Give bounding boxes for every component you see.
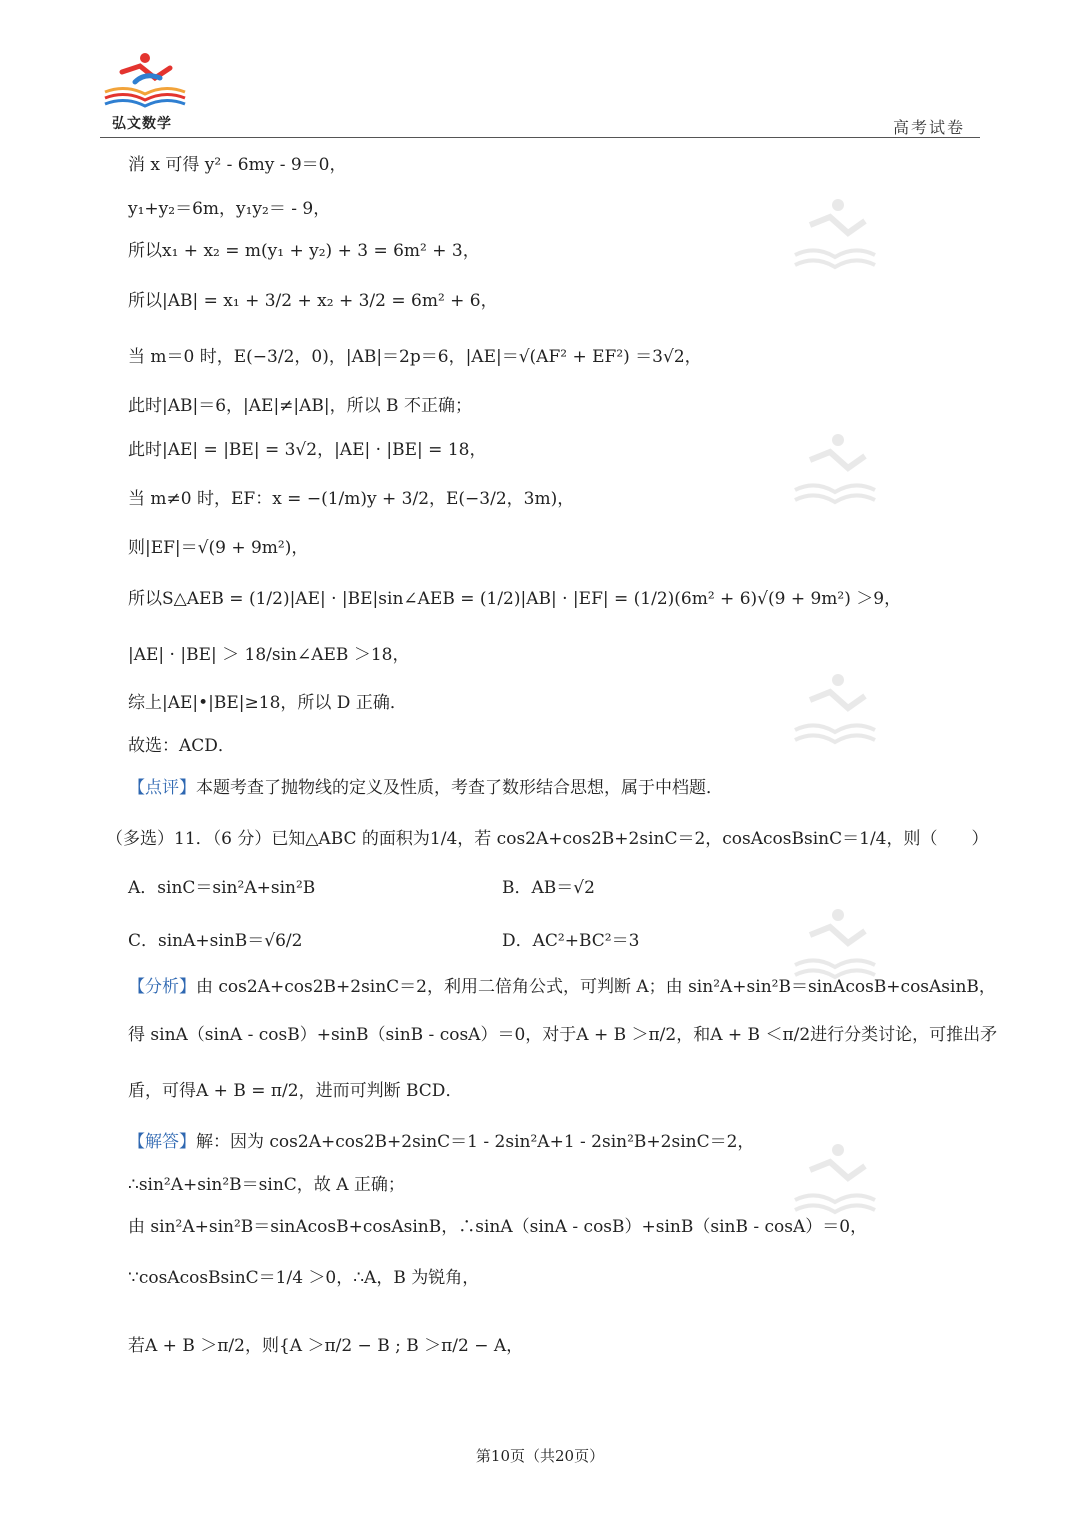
analysis-line <box>128 972 996 997</box>
solution-line: 综上|AE|•|BE|≥18，所以 D 正确． <box>128 693 407 713</box>
comment-text: 本题考查了抛物线的定义及性质，考查了数形结合思想，属于中档题． <box>196 778 723 798</box>
analysis-text-1: 由 cos2A+cos2B+2sinC＝2，利用二倍角公式，可判断 A；由 sin²A+sin²B＝sinAcosB+cosAsinB， <box>196 977 996 997</box>
solution-line: 消 x 可得 y² - 6my - 9＝0， <box>128 155 347 175</box>
solution-line: 所以S△AEB = (1/2)|AE| · |BE|sin∠AEB = (1/2)|AB| · |EF| = (1/2)(6m² + 6)√(9 + 9m²) ＞9， <box>128 589 902 609</box>
solution-answer-line: ∵cosAcosBsinC＝1/4 ＞0，∴A，B 为锐角， <box>128 1268 480 1288</box>
comment-line <box>128 773 723 798</box>
analysis-tag: 【分析】 <box>128 977 196 997</box>
solution-line: 当 m＝0 时，E(−3/2，0)，|AB|＝2p＝6，|AE|＝√(AF² + EF²) ＝3√2， <box>128 347 702 367</box>
watermark-logo-icon <box>790 1140 880 1220</box>
header-divider <box>100 137 980 138</box>
analysis-line: 盾，可得A + B = π/2，进而可判断 BCD． <box>128 1081 463 1101</box>
solution-line: y₁+y₂＝6m，y₁y₂＝ - 9， <box>128 199 331 219</box>
document-label: 高考试卷 <box>892 118 965 137</box>
page-footer: 第10页（共20页） <box>475 1447 605 1465</box>
solution-line: 所以|AB| = x₁ + 3/2 + x₂ + 3/2 = 6m² + 6， <box>128 291 498 311</box>
option-b: B．AB＝√2 <box>502 878 595 898</box>
solution-line: 所以x₁ + x₂ = m(y₁ + y₂) + 3 = 6m² + 3， <box>128 241 480 261</box>
solution-answer-line: 若A + B ＞π/2，则{A ＞π/2 − B ; B ＞π/2 − A， <box>128 1336 524 1356</box>
solution-line: 此时|AE| = |BE| = 3√2，|AE| · |BE| = 18， <box>128 440 487 460</box>
brand-name: 弘文数学 <box>112 116 172 132</box>
analysis-line: 得 sinA（sinA - cosB）+sinB（sinB - cosA）＝0，对于A + B ＞π/2，和A + B ＜π/2进行分类讨论，可推出矛 <box>128 1025 998 1045</box>
solution-line: 则|EF|＝√(9 + 9m²)， <box>128 538 309 558</box>
question-stem: （多选）11．（6 分）已知△ABC 的面积为1/4，若 cos2A+cos2B+2sinC＝2，cosAcosBsinC＝1/4，则（ ） <box>106 829 989 849</box>
option-a: A．sinC＝sin²A+sin²B <box>128 878 316 898</box>
page-header <box>0 0 1080 140</box>
option-d: D．AC²+BC²＝3 <box>502 931 640 951</box>
solution-line: 当 m≠0 时，EF：x = −(1/m)y + 3/2，E(−3/2，3m)， <box>128 489 575 509</box>
solution-answer-line <box>128 1127 754 1152</box>
watermark-logo-icon <box>790 430 880 510</box>
solution-answer-line: 由 sin²A+sin²B＝sinAcosB+cosAsinB，∴sinA（sinA - cosB）+sinB（sinB - cosA）＝0， <box>128 1217 868 1237</box>
solution-tag: 【解答】 <box>128 1132 196 1152</box>
option-c: C．sinA+sinB＝√6/2 <box>128 931 303 951</box>
solution-answer-line: ∴sin²A+sin²B＝sinC，故 A 正确； <box>128 1175 405 1195</box>
hongwen-logo-icon <box>100 48 190 108</box>
solution-text-1: 解：因为 cos2A+cos2B+2sinC＝1 - 2sin²A+1 - 2sin²B+2sinC＝2， <box>196 1132 755 1152</box>
comment-tag: 【点评】 <box>128 778 196 798</box>
watermark-logo-icon <box>790 195 880 275</box>
solution-line: 此时|AB|＝6，|AE|≠|AB|，所以 B 不正确； <box>128 396 472 416</box>
solution-line: 故选：ACD． <box>128 736 235 756</box>
solution-line: |AE| · |BE| ＞ 18/sin∠AEB ＞18， <box>128 645 410 665</box>
watermark-logo-icon <box>790 670 880 750</box>
